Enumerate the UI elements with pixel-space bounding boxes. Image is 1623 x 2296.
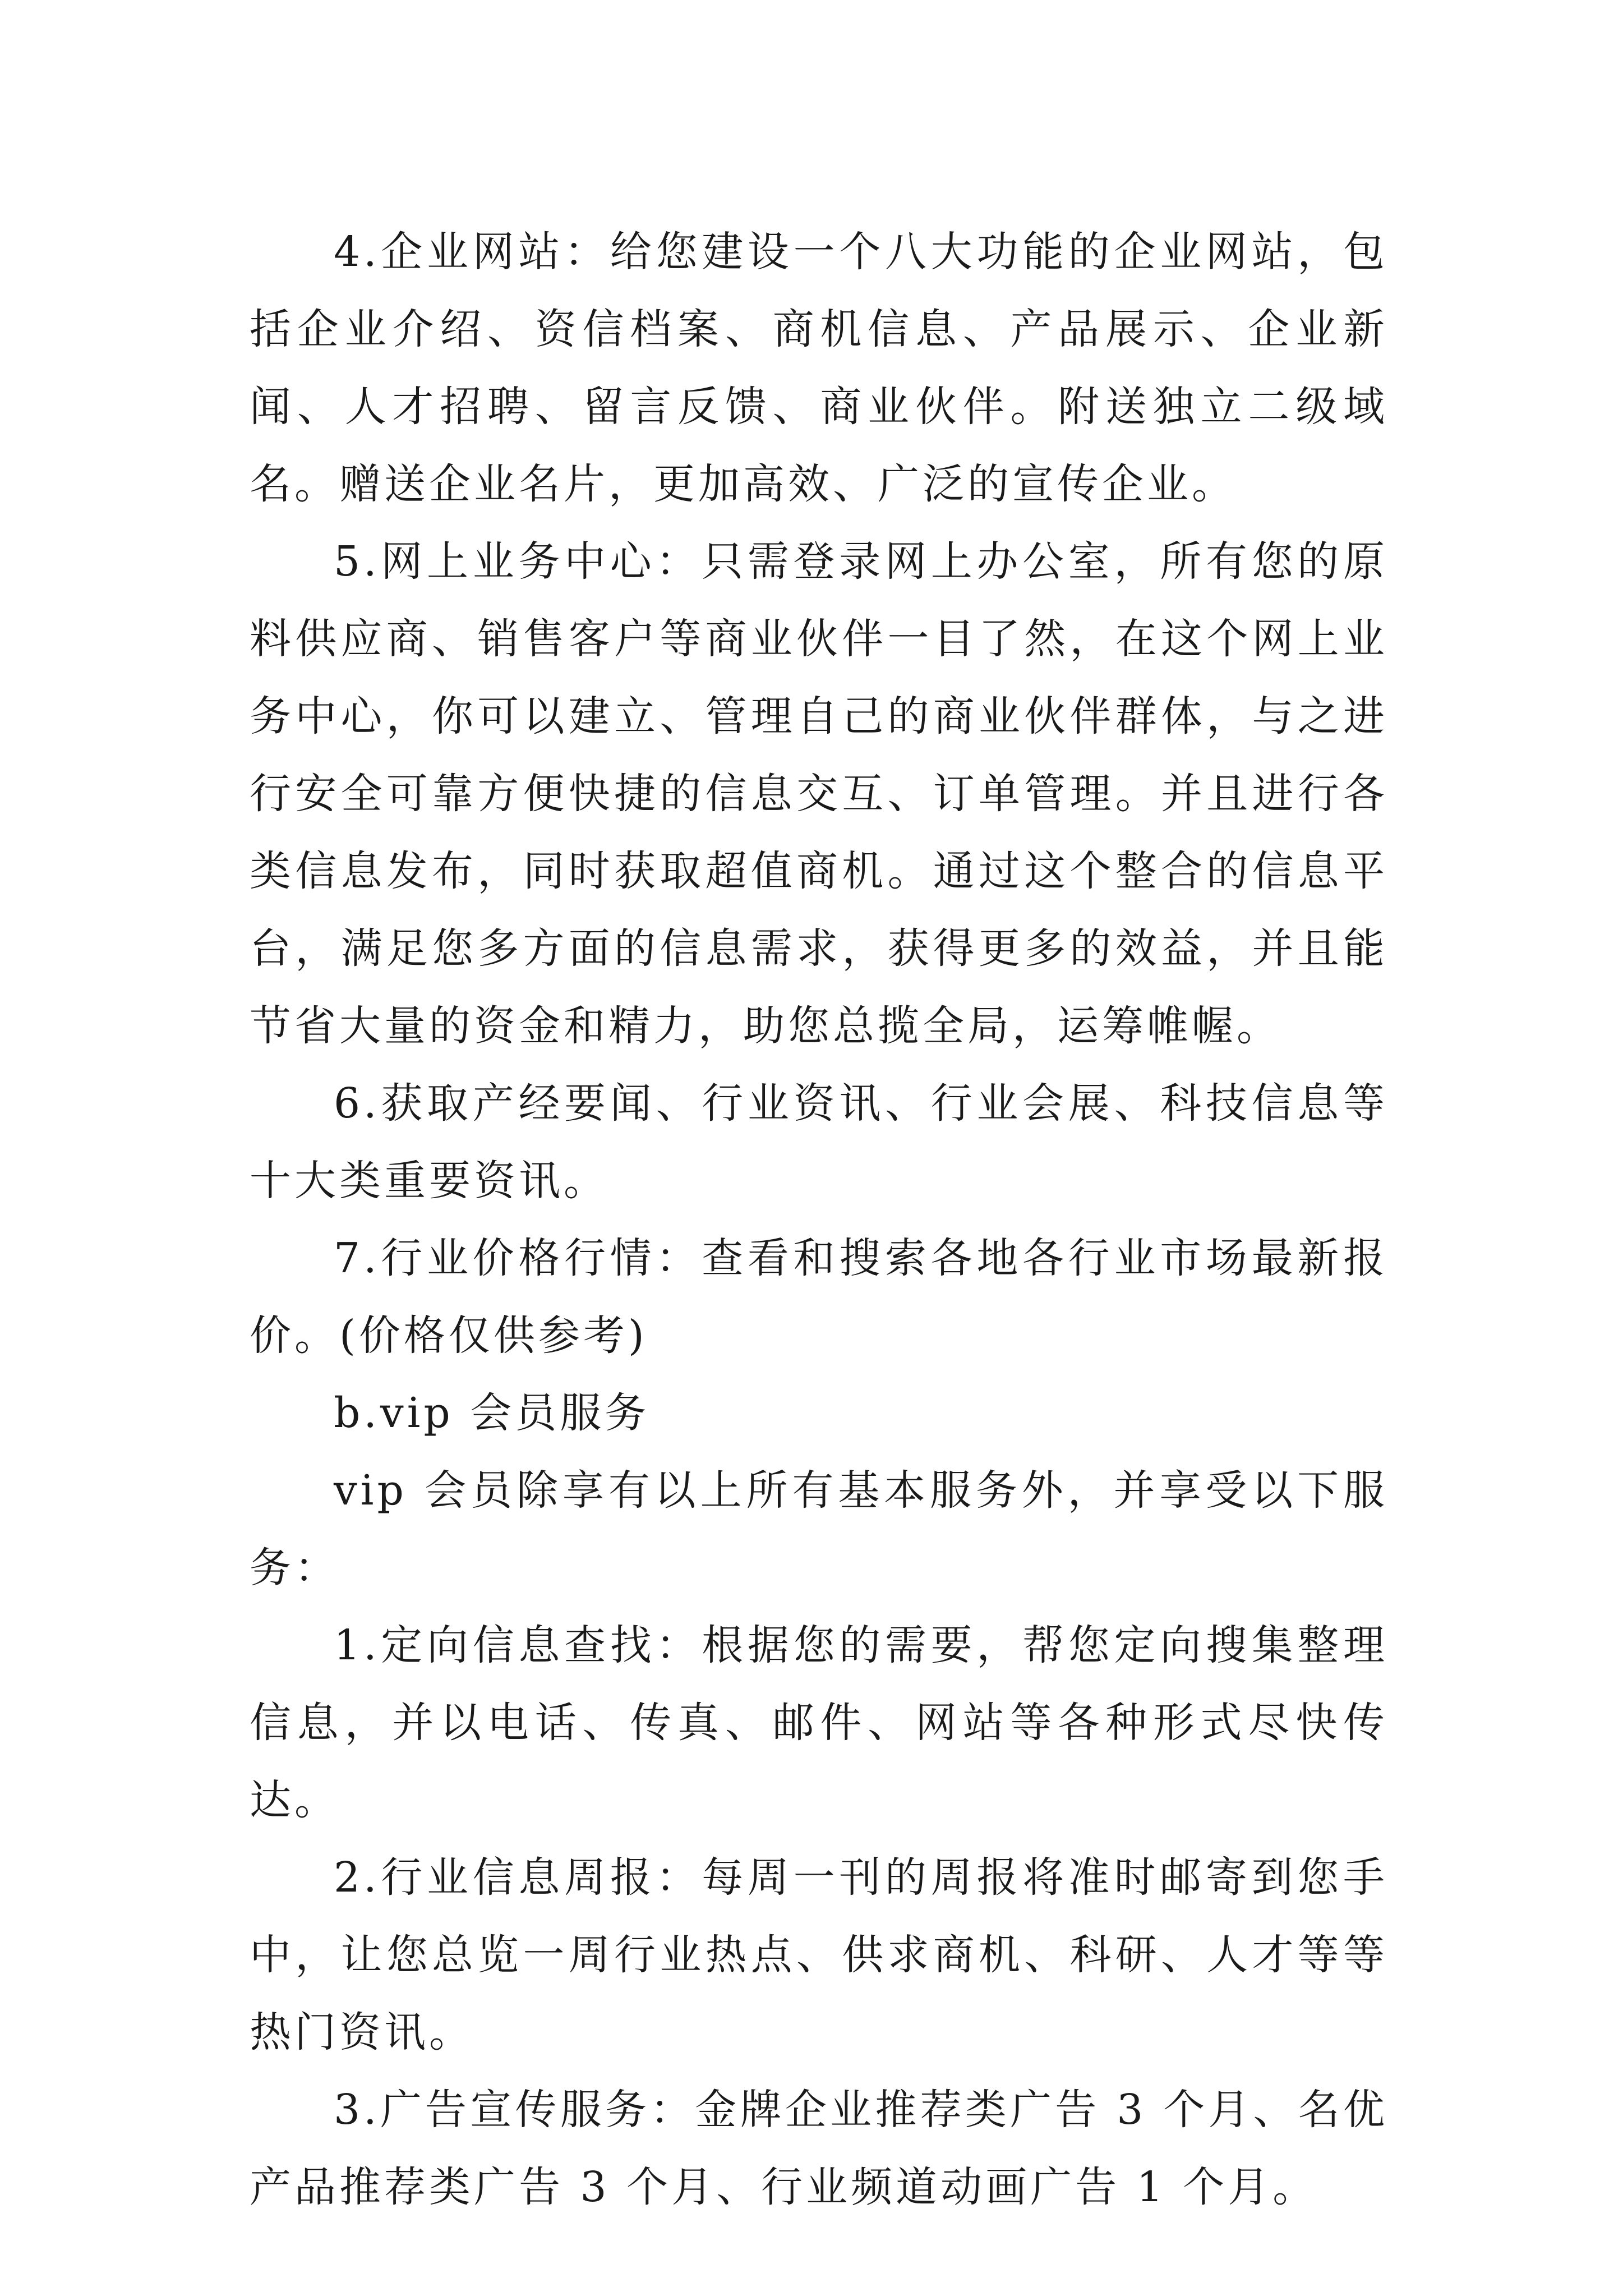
paragraph-targeted-search: 1.定向信息查找：根据您的需要，帮您定向搜集整理信息，并以电话、传真、邮件、网站等各种形式尽快传达。 — [250, 1621, 1388, 1824]
paragraph-price-quotes: 7.行业价格行情：查看和搜索各地各行业市场最新报价。(价格仅供参考) — [250, 1234, 1388, 1360]
paragraph-industry-news: 6.获取产经要闻、行业资讯、行业会展、科技信息等十大类重要资讯。 — [250, 1079, 1388, 1205]
paragraph-online-business-center: 5.网上业务中心：只需登录网上办公室，所有您的原料供应商、销售客户等商业伙伴一目了然，在这个网上业务中心，你可以建立、管理自己的商业伙伴群体，与之进行安全可靠方便快捷的信息交互、订单管理。并且进行各类信息发布，同时获取超值商机。通过这个整合的信息平台，满足您多方面的信息需求，获得更多的效益，并且能节省大量的资金和精力，助您总揽全局，运筹帷幄。 — [250, 537, 1388, 1050]
paragraph-enterprise-website: 4.企业网站：给您建设一个八大功能的企业网站，包括企业介绍、资信档案、商机信息、产品展示、企业新闻、人才招聘、留言反馈、商业伙伴。附送独立二级域名。赠送企业名片，更加高效、广泛的宣传企业。 — [250, 228, 1388, 508]
paragraph-advertising-service: 3.广告宣传服务：金牌企业推荐类广告 3 个月、名优产品推荐类广告 3 个月、行业频道动画广告 1 个月。 — [250, 2086, 1388, 2211]
paragraph-vip-intro: vip 会员除享有以上所有基本服务外，并享受以下服务： — [250, 1466, 1388, 1592]
document-page — [250, 213, 1388, 2226]
paragraph-weekly-report: 2.行业信息周报：每周一刊的周报将准时邮寄到您手中，让您总览一周行业热点、供求商机、科研、人才等等热门资讯。 — [250, 1853, 1388, 2056]
section-heading-vip-service: b.vip 会员服务 — [334, 1389, 650, 1437]
